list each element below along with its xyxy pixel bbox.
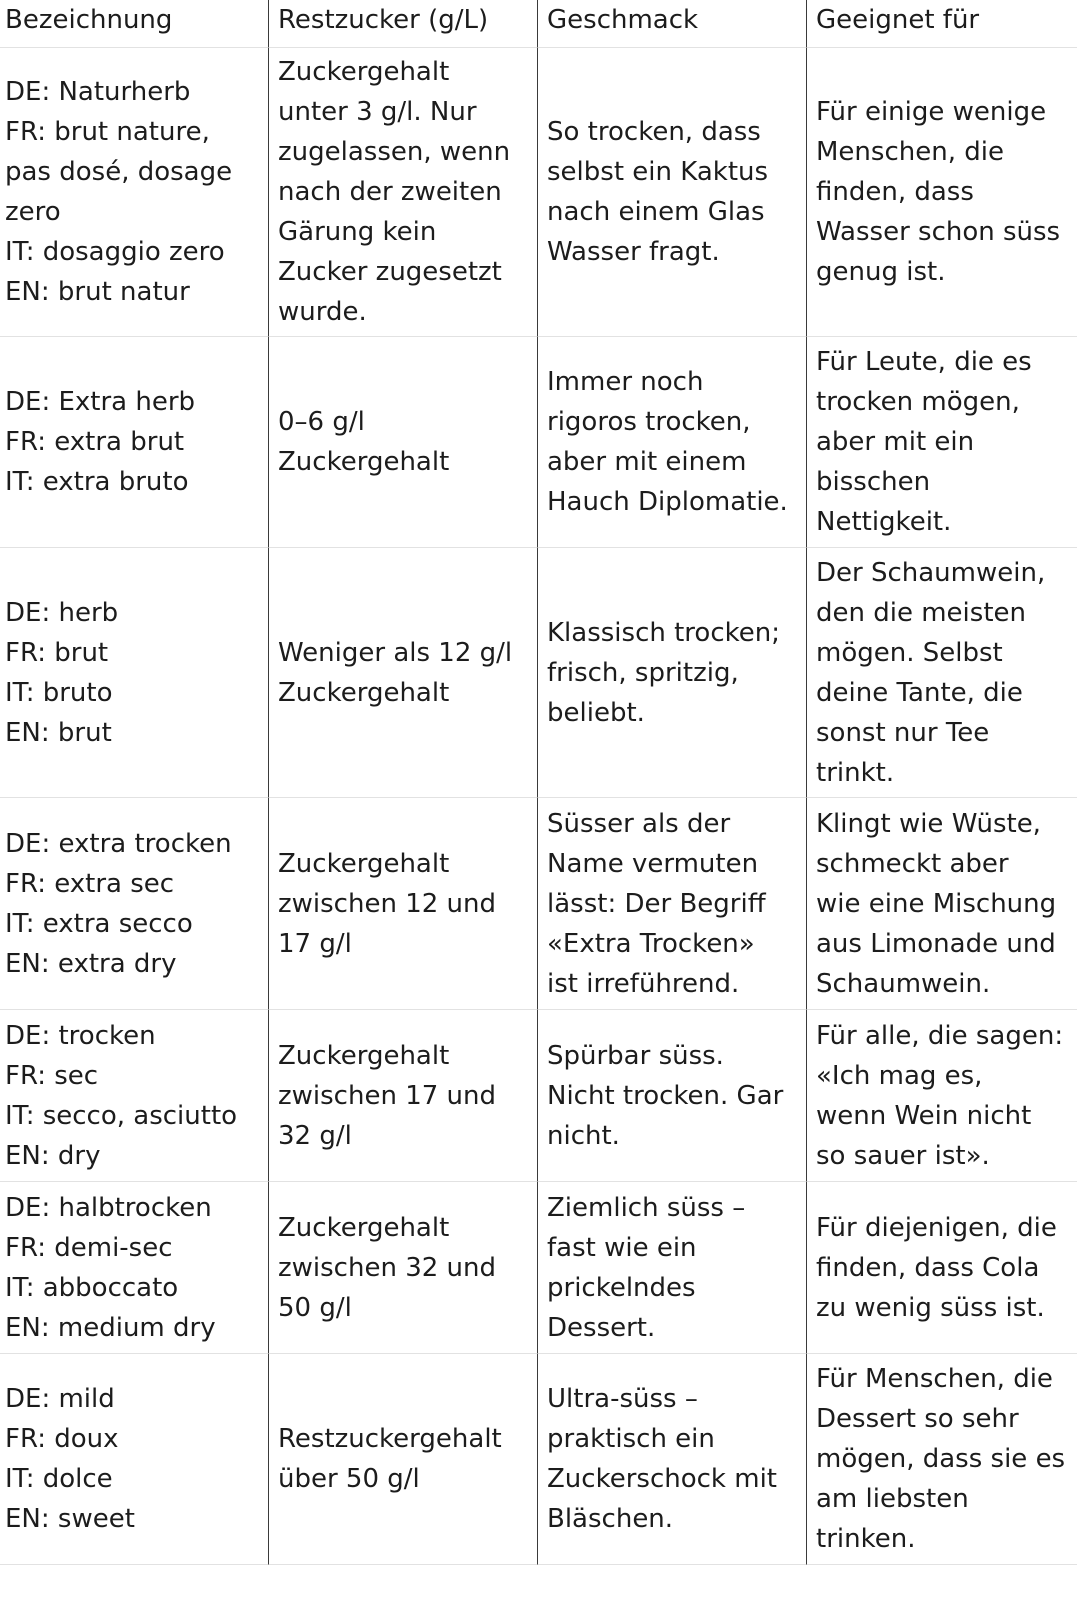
text-line: fast wie ein [547, 1232, 697, 1263]
text-line: mögen. Selbst [816, 637, 1003, 668]
text-line: Ziemlich süss – [547, 1192, 746, 1223]
header-geeignet: Geeignet für [807, 0, 1077, 48]
text-line: Spürbar süss. [547, 1040, 724, 1071]
text-line: nach der zweiten [278, 177, 502, 207]
text-line: wie eine Mischung [816, 888, 1057, 919]
cell-restzucker [269, 1354, 538, 1565]
header-geschmack: Geschmack [538, 0, 807, 48]
cell-geschmack [538, 337, 807, 548]
cell-bezeichnung [0, 1182, 269, 1354]
cell-geschmack [538, 798, 807, 1010]
cell-bezeichnung [0, 1010, 269, 1182]
text-line: frisch, spritzig, [547, 657, 739, 688]
text-line: Für diejenigen, die [816, 1212, 1057, 1243]
text-line: EN: medium dry [5, 1312, 216, 1343]
cell-geeignet [807, 798, 1077, 1010]
text-line: Zuckergehalt [278, 677, 450, 708]
text-line: EN: brut [5, 717, 112, 748]
cell-text [816, 553, 1045, 793]
text-line: trinkt. [816, 757, 895, 788]
text-line: Name vermuten [547, 848, 759, 879]
text-line: pas dosé, dosage [5, 157, 233, 187]
text-line: Ultra-süss – [547, 1384, 698, 1414]
cell-text [816, 92, 1060, 292]
text-line: zero [5, 197, 61, 227]
text-line: beliebt. [547, 697, 645, 728]
text-line: selbst ein Kaktus [547, 157, 769, 187]
text-line: praktisch ein [547, 1424, 715, 1454]
text-line: IT: dolce [5, 1464, 113, 1494]
text-line: Wasser schon süss [816, 217, 1061, 247]
cell-geschmack [538, 48, 807, 337]
text-line: So trocken, dass [547, 117, 761, 147]
cell-text [547, 804, 766, 1004]
text-line: IT: extra secco [5, 908, 193, 939]
cell-geeignet [807, 1354, 1077, 1565]
text-line: aber mit einem [547, 447, 747, 477]
cell-text [547, 362, 788, 522]
text-line: finden, dass [816, 177, 974, 207]
cell-text [816, 1208, 1057, 1328]
text-line: Bläschen. [547, 1504, 674, 1534]
text-line: sonst nur Tee [816, 717, 990, 748]
text-line: über 50 g/l [278, 1464, 420, 1494]
text-line: EN: brut natur [5, 277, 190, 307]
text-line: Für einige wenige [816, 97, 1047, 127]
text-line: Zucker zugesetzt [278, 257, 502, 287]
text-line: 32 g/l [278, 1120, 352, 1151]
text-line: zu wenig süss ist. [816, 1292, 1045, 1323]
text-line: DE: extra trocken [5, 828, 232, 859]
text-line: zugelassen, wenn [278, 137, 511, 167]
text-line: Klingt wie Wüste, [816, 808, 1041, 839]
cell-text [278, 844, 496, 964]
cell-text [5, 72, 232, 312]
text-line: Dessert so sehr [816, 1404, 1019, 1434]
text-line: FR: extra brut [5, 427, 185, 457]
text-line: FR: brut [5, 637, 109, 668]
text-line: wenn Wein nicht [816, 1100, 1032, 1131]
text-line: Zuckergehalt [278, 1212, 450, 1243]
cell-bezeichnung [0, 48, 269, 337]
cell-text [5, 1379, 135, 1539]
text-line: Zuckergehalt [278, 447, 450, 477]
text-line: aber mit ein [816, 427, 975, 457]
text-line: Nettigkeit. [816, 507, 952, 537]
cell-geschmack [538, 1182, 807, 1354]
text-line: lässt: Der Begriff [547, 888, 766, 919]
text-line: schmeckt aber [816, 848, 1009, 879]
cell-text [278, 402, 449, 482]
text-line: zwischen 12 und [278, 888, 497, 919]
text-line: «Ich mag es, [816, 1060, 983, 1091]
text-line: Schaumwein. [816, 968, 991, 999]
text-line: DE: halbtrocken [5, 1192, 212, 1223]
text-line: DE: trocken [5, 1020, 156, 1051]
text-line: FR: sec [5, 1060, 99, 1091]
cell-bezeichnung [0, 1354, 269, 1565]
cell-text [5, 824, 232, 984]
text-line: Hauch Diplomatie. [547, 487, 788, 517]
cell-bezeichnung [0, 548, 269, 798]
text-line: FR: doux [5, 1424, 119, 1454]
cell-text [816, 1016, 1063, 1176]
cell-restzucker [269, 1182, 538, 1354]
text-line: Klassisch trocken; [547, 617, 780, 648]
cell-geschmack [538, 548, 807, 798]
cell-text [547, 112, 768, 272]
cell-text [816, 804, 1056, 1004]
text-line: bisschen [816, 467, 931, 497]
text-line: «Extra Trocken» [547, 928, 755, 959]
cell-text [5, 382, 195, 502]
text-line: IT: bruto [5, 677, 113, 708]
cell-text [547, 1036, 783, 1156]
text-line: nach einem Glas [547, 197, 765, 227]
text-line: trinken. [816, 1524, 916, 1554]
cell-text [278, 1419, 502, 1499]
text-line: mögen, dass sie es [816, 1444, 1066, 1474]
text-line: EN: dry [5, 1140, 101, 1171]
cell-text [5, 1016, 237, 1176]
text-line: Zuckergehalt [278, 1040, 450, 1071]
cell-geeignet [807, 1182, 1077, 1354]
text-line: 0–6 g/l [278, 407, 365, 437]
text-line: Restzuckergehalt [278, 1424, 502, 1454]
text-line: prickelndes [547, 1272, 696, 1303]
text-line: DE: herb [5, 597, 119, 628]
text-line: zwischen 32 und [278, 1252, 497, 1283]
cell-text [547, 1188, 745, 1348]
text-line: trocken mögen, [816, 387, 1020, 417]
text-line: EN: sweet [5, 1504, 135, 1534]
text-line: IT: abboccato [5, 1272, 179, 1303]
cell-bezeichnung [0, 798, 269, 1010]
cell-restzucker [269, 48, 538, 337]
cell-text [278, 52, 510, 332]
header-bezeichnung: Bezeichnung [0, 0, 269, 48]
cell-geschmack [538, 1010, 807, 1182]
text-line: ist irreführend. [547, 968, 740, 999]
cell-restzucker [269, 1010, 538, 1182]
text-line: nicht. [547, 1120, 620, 1151]
cell-bezeichnung [0, 337, 269, 548]
text-line: Weniger als 12 g/l [278, 637, 513, 668]
text-line: 50 g/l [278, 1292, 352, 1323]
text-line: unter 3 g/l. Nur [278, 97, 477, 127]
text-line: IT: extra bruto [5, 467, 189, 497]
text-line: Für Menschen, die [816, 1364, 1053, 1394]
text-line: zwischen 17 und [278, 1080, 497, 1111]
cell-text [816, 342, 1032, 542]
cell-text [278, 1036, 496, 1156]
text-line: Zuckergehalt [278, 848, 450, 879]
text-line: Zuckerschock mit [547, 1464, 777, 1494]
cell-restzucker [269, 548, 538, 798]
text-line: EN: extra dry [5, 948, 177, 979]
text-line: Dessert. [547, 1312, 656, 1343]
text-line: am liebsten [816, 1484, 969, 1514]
text-line: Der Schaumwein, [816, 557, 1046, 588]
text-line: Nicht trocken. Gar [547, 1080, 784, 1111]
text-line: Süsser als der [547, 808, 731, 839]
cell-geeignet [807, 337, 1077, 548]
text-line: deine Tante, die [816, 677, 1023, 708]
text-line: Immer noch [547, 367, 704, 397]
text-line: Gärung kein [278, 217, 437, 247]
text-line: DE: Naturherb [5, 77, 191, 107]
text-line: IT: dosaggio zero [5, 237, 225, 267]
text-line: IT: secco, asciutto [5, 1100, 238, 1131]
text-line: Für Leute, die es [816, 347, 1032, 377]
text-line: so sauer ist». [816, 1140, 990, 1171]
cell-geschmack [538, 1354, 807, 1565]
cell-text [278, 1208, 496, 1328]
cell-text [5, 593, 118, 753]
cell-restzucker [269, 337, 538, 548]
text-line: genug ist. [816, 257, 946, 287]
text-line: FR: extra sec [5, 868, 175, 899]
cell-geeignet [807, 1010, 1077, 1182]
text-line: Zuckergehalt [278, 57, 450, 87]
cell-text [547, 613, 780, 733]
text-line: FR: demi-sec [5, 1232, 173, 1263]
cell-text [816, 1359, 1065, 1559]
text-line: aus Limonade und [816, 928, 1056, 959]
cell-text [547, 1379, 777, 1539]
text-line: Menschen, die [816, 137, 1004, 167]
cell-text [278, 633, 512, 713]
text-line: Für alle, die sagen: [816, 1020, 1064, 1051]
cell-text [5, 1188, 216, 1348]
cell-geeignet [807, 548, 1077, 798]
text-line: wurde. [278, 297, 367, 327]
cell-geeignet [807, 48, 1077, 337]
text-line: FR: brut nature, [5, 117, 210, 147]
header-restzucker: Restzucker (g/L) [269, 0, 538, 48]
text-line: rigoros trocken, [547, 407, 751, 437]
text-line: DE: Extra herb [5, 387, 196, 417]
text-line: Wasser fragt. [547, 237, 720, 267]
text-line: den die meisten [816, 597, 1026, 628]
cell-restzucker [269, 798, 538, 1010]
text-line: DE: mild [5, 1384, 115, 1414]
text-line: finden, dass Cola [816, 1252, 1040, 1283]
text-line: 17 g/l [278, 928, 352, 959]
